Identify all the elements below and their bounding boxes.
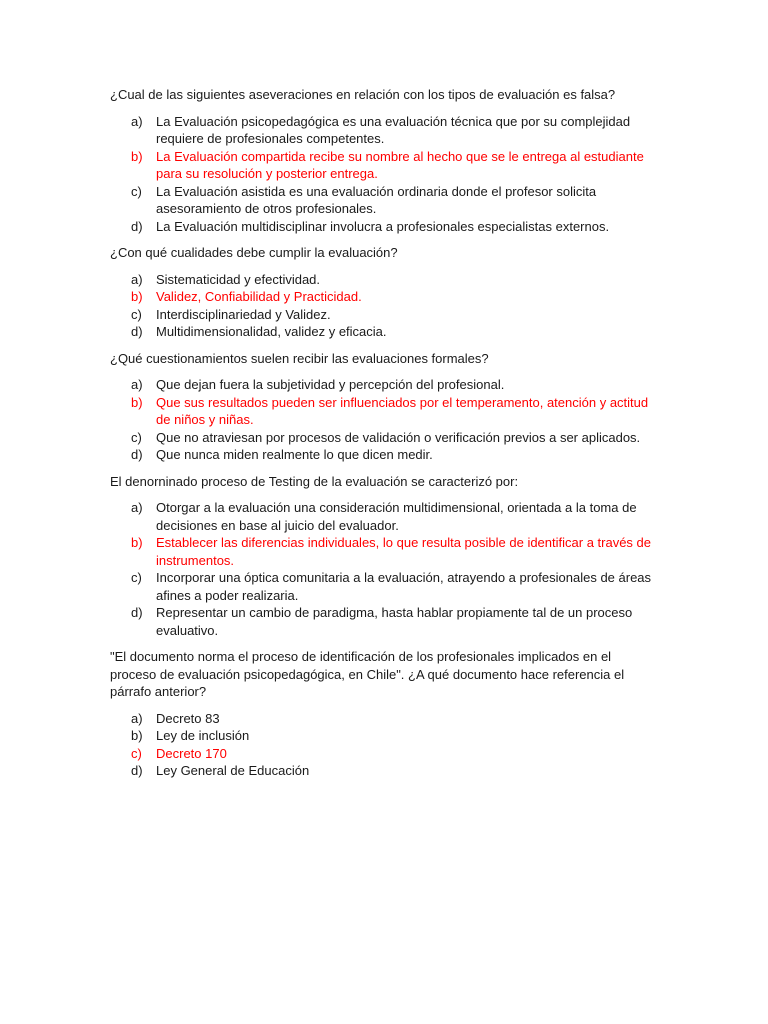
option-list (110, 710, 655, 780)
option-letter: a) (131, 113, 143, 129)
option-item (110, 218, 655, 236)
option-item (110, 183, 655, 218)
question-block-4 (110, 473, 655, 640)
option-list (110, 271, 655, 341)
option-item-correct (110, 534, 655, 569)
option-item (110, 499, 655, 534)
document-page (110, 86, 655, 789)
option-letter: d) (131, 324, 143, 339)
option-item-correct (110, 394, 655, 429)
option-list (110, 376, 655, 464)
option-item (110, 376, 655, 394)
question-block-5 (110, 648, 655, 780)
option-text: Validez, Confiabilidad y Practicidad. (156, 289, 362, 304)
option-text: Representar un cambio de paradigma, hasta hablar propiamente tal de un proceso evaluativo. (156, 605, 633, 638)
question-text: El denorninado proceso de Testing de la evaluación se caracterizó por: (110, 473, 519, 489)
option-text: Incorporar una óptica comunitaria a la evaluación, atrayendo a profesionales de áreas afines a poder realizaria. (156, 570, 652, 603)
option-text: Que dejan fuera la subjetividad y percepción del profesional. (156, 377, 505, 392)
question-block-1 (110, 86, 655, 235)
option-letter: c) (131, 429, 142, 445)
option-text: Establecer las diferencias individuales, lo que resulta posible de identificar a través de instrumentos. (156, 535, 652, 568)
option-text: La Evaluación psicopedagógica es una evaluación técnica que por su complejidad requiere de profesionales competentes. (156, 113, 631, 146)
option-letter: b) (131, 289, 143, 304)
option-item (110, 446, 655, 464)
option-text: Sistematicidad y efectividad. (156, 271, 321, 287)
option-item-correct (110, 745, 655, 763)
option-text: Ley de inclusión (156, 728, 250, 743)
option-letter: a) (131, 710, 143, 726)
question-text: ¿Con qué cualidades debe cumplir la evaluación? (110, 245, 398, 260)
option-list (110, 113, 655, 236)
option-item-correct (110, 288, 655, 306)
option-item (110, 113, 655, 148)
option-text: Decreto 170 (156, 745, 227, 761)
option-text: Interdisciplinariedad y Validez. (156, 306, 331, 322)
option-item (110, 569, 655, 604)
option-text: La Evaluación multidisciplinar involucra a profesionales especialistas externos. (156, 218, 610, 234)
option-text: Ley General de Educación (156, 763, 310, 778)
option-letter: d) (131, 763, 143, 778)
question-block-3 (110, 350, 655, 464)
option-letter: b) (131, 535, 143, 550)
option-item (110, 271, 655, 289)
option-item (110, 429, 655, 447)
option-letter: c) (131, 306, 142, 322)
option-letter: b) (131, 394, 143, 410)
option-letter: a) (131, 271, 143, 287)
option-item (110, 323, 655, 341)
option-item (110, 710, 655, 728)
question-text: "El documento norma el proceso de identificación de los profesionales implicados en el proceso de evaluación psicopedagógica, en Chile". ¿A qué documento hace referencia el párrafo anterior? (110, 649, 625, 699)
option-letter: c) (131, 745, 142, 761)
option-text: Que nunca miden realmente lo que dicen medir. (156, 447, 433, 462)
option-text: Decreto 83 (156, 710, 220, 726)
option-item (110, 604, 655, 639)
option-text: Que no atraviesan por procesos de validación o verificación previos a ser aplicados. (156, 429, 641, 445)
option-item-correct (110, 148, 655, 183)
option-letter: c) (131, 183, 142, 199)
option-letter: d) (131, 605, 143, 620)
option-text: Que sus resultados pueden ser influenciados por el temperamento, atención y actitud de niños y niñas. (156, 394, 649, 427)
question-text: ¿Qué cuestionamientos suelen recibir las evaluaciones formales? (110, 350, 489, 366)
option-text: La Evaluación asistida es una evaluación ordinaria donde el profesor solicita asesoramiento de otros profesionales. (156, 183, 597, 216)
option-letter: a) (131, 377, 143, 392)
option-item (110, 727, 655, 745)
option-letter: d) (131, 447, 143, 462)
option-list (110, 499, 655, 639)
option-item (110, 306, 655, 324)
option-text: Multidimensionalidad, validez y eficacia. (156, 324, 387, 339)
option-letter: c) (131, 570, 142, 585)
option-letter: b) (131, 148, 143, 164)
question-block-2 (110, 244, 655, 341)
option-letter: b) (131, 728, 143, 743)
option-item (110, 762, 655, 780)
option-text: Otorgar a la evaluación una consideración multidimensional, orientada a la toma de decisiones en base al juicio del evaluador. (156, 500, 637, 533)
option-letter: a) (131, 500, 143, 515)
option-text: La Evaluación compartida recibe su nombre al hecho que se le entrega al estudiante para su resolución y posterior entrega. (156, 148, 644, 181)
question-text: ¿Cual de las siguientes aseveraciones en relación con los tipos de evaluación es falsa? (110, 87, 616, 102)
option-letter: d) (131, 218, 143, 234)
